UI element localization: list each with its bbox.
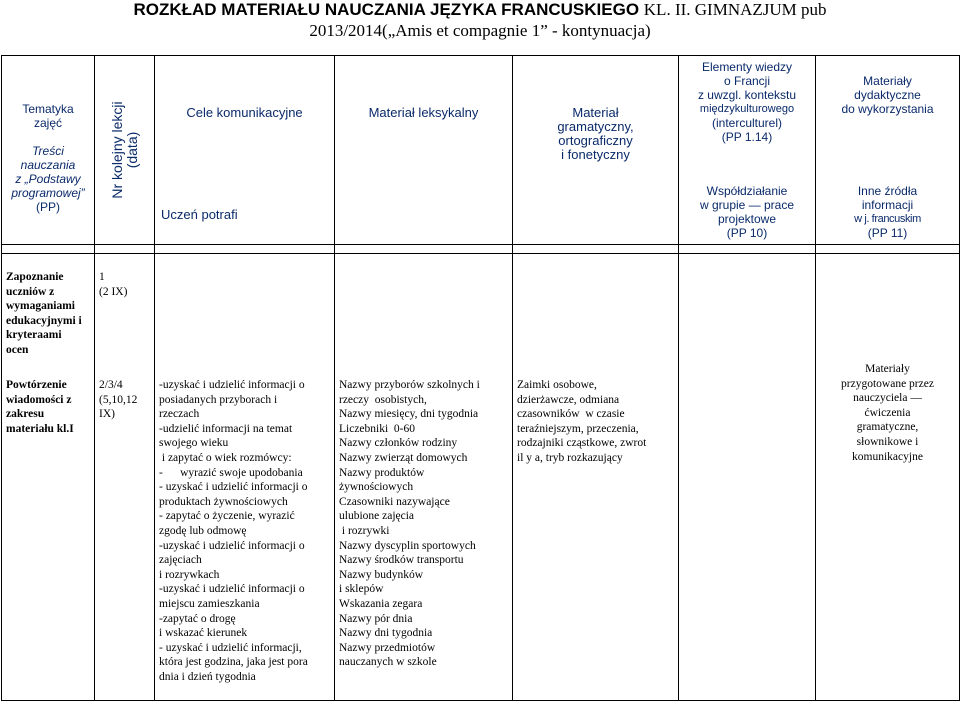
- header-teaching-materials: [816, 56, 960, 245]
- text-line: Zaimki osobowe,: [517, 379, 597, 391]
- header-lexical-material: [335, 56, 513, 245]
- text-line: edukacyjnymi i: [6, 314, 82, 327]
- text-line: Nazwy przedmiotów: [339, 641, 436, 654]
- text-line: ocen: [6, 343, 29, 356]
- materials-list: [816, 358, 959, 468]
- header-groupwork-line: projektowe: [717, 212, 777, 226]
- text-line: -uzyskać i udzielić informacji o: [159, 379, 305, 391]
- text-line: nauczanych w szkole: [339, 656, 437, 669]
- text-line: teraźniejszym, przeczenia,: [517, 422, 639, 435]
- text-line: dnia i dzień tygodnia: [159, 670, 256, 683]
- intro-topic: [2, 266, 86, 362]
- text-line: wymaganiami: [6, 300, 75, 313]
- text-line: wiadomości z: [6, 393, 72, 406]
- text-line: posiadanych przyborach i: [159, 393, 278, 406]
- document-title: [0, 0, 960, 42]
- header-grammar-line: gramatyczny,: [557, 119, 634, 134]
- text-line: Zapoznanie: [6, 271, 64, 283]
- text-line: Nazwy zwierząt domowych: [339, 451, 468, 464]
- header-culture-line: Elementy wiedzy: [701, 60, 793, 74]
- header-grammar-line: Materiał: [572, 105, 619, 120]
- text-line: materiału kl.I: [6, 422, 74, 435]
- text-line: i rozrywki: [339, 524, 390, 537]
- header-grammar-line: i fonetyczny: [561, 147, 630, 162]
- text-line: Nazwy środków transportu: [339, 554, 464, 567]
- text-line: Nazwy dyscyplin sportowych: [339, 539, 476, 552]
- title-class: KL. II. GIMNAZJUM pub: [643, 0, 827, 19]
- title-main: ROZKŁAD MATERIAŁU NAUCZANIA JĘZYKA FRANCUSKIEGO: [133, 0, 640, 19]
- text-line: Liczebniki 0-60: [339, 422, 416, 435]
- lexical-list: [335, 374, 484, 674]
- header-topics-line: Treści: [32, 144, 64, 158]
- text-line: czasowników w czasie: [517, 408, 625, 421]
- cell-grammar: [513, 254, 679, 701]
- header-topics-line: nauczania: [20, 158, 76, 172]
- text-line: i rozrywkach: [159, 568, 220, 581]
- header-culture-line: o Francji: [723, 74, 770, 88]
- text-line: (5,10,12: [99, 393, 138, 406]
- text-line: Nazwy członków rodziny: [339, 437, 458, 450]
- lesson-2-4: [95, 374, 141, 426]
- text-line: IX): [99, 408, 115, 421]
- header-materials-line: do wykorzystania: [841, 102, 934, 116]
- header-culture-line: międzykulturowego: [699, 103, 795, 115]
- syllabus-table: [1, 55, 960, 701]
- text-line: Nazwy dni tygodnia: [339, 627, 433, 640]
- text-line: dzierżawcze, odmiana: [517, 393, 620, 406]
- header-groupwork-line: Współdziałanie: [706, 184, 788, 198]
- header-topics-line: Tematyka: [22, 102, 74, 116]
- text-line: -udzielić informacji na temat: [159, 422, 293, 435]
- title-line-2: 2013/2014(„Amis et compagnie 1” - kontynuacja): [309, 21, 651, 40]
- text-line: i sklepów: [339, 583, 384, 596]
- header-topics-line: zajęć: [33, 116, 62, 130]
- header-groupwork-line: w grupie — prace: [699, 198, 795, 212]
- text-line: Materiały: [865, 363, 910, 375]
- text-line: 1: [99, 271, 105, 283]
- text-line: produktach żywnościowych: [159, 495, 288, 508]
- header-sources-line: Inne źródła: [857, 184, 918, 198]
- goals-list: [155, 374, 312, 688]
- header-goals-top: Cele komunikacyjne: [186, 105, 303, 120]
- header-topics: [2, 56, 95, 245]
- text-line: komunikacyjne: [852, 450, 923, 463]
- header-communicative-goals: [155, 56, 335, 245]
- text-line: - uzyskać i udzielić informacji,: [159, 641, 302, 654]
- text-line: gramatyczne,: [856, 421, 919, 434]
- header-culture-line: z uwzgl. kontekstu: [697, 88, 797, 102]
- text-line: Czasowniki nazywające: [339, 495, 450, 508]
- text-line: zakresu: [6, 408, 45, 421]
- text-line: kryteraami: [6, 329, 62, 342]
- title-line-1: [0, 0, 960, 20]
- header-lesson-number: [95, 56, 155, 245]
- header-grammar-material: [513, 56, 679, 245]
- text-line: ulubione zajęcia: [339, 510, 415, 523]
- lesson-1: [95, 266, 131, 303]
- text-line: -zapytać o drogę: [159, 612, 236, 625]
- header-sources-line: (PP 11): [867, 226, 908, 240]
- header-culture-line: (PP 1.14): [721, 130, 773, 144]
- header-groupwork-line: (PP 10): [726, 226, 768, 240]
- review-topic: [2, 374, 78, 440]
- cell-lexical: [335, 254, 513, 701]
- text-line: i zapytać o wiek rozmówcy:: [159, 451, 292, 464]
- text-line: Nazwy budynków: [339, 568, 423, 581]
- header-lexical-top: Materiał leksykalny: [368, 105, 479, 120]
- text-line: (2 IX): [99, 285, 128, 298]
- content-row: [2, 254, 960, 701]
- header-topics-line: programowej”: [11, 186, 85, 200]
- text-line: Nazwy miesięcy, dni tygodnia: [339, 408, 479, 421]
- cell-lesson-number: [95, 254, 155, 701]
- header-grammar-line: ortograficzny: [558, 133, 633, 148]
- text-line: - zapytać o życzenie, wyrazić: [159, 510, 295, 523]
- header-materials-line: Materiały: [863, 74, 912, 88]
- spacer-row: [2, 245, 960, 254]
- cell-topics: [2, 254, 95, 701]
- header-lesson-line: Nr kolejny lekcji: [108, 101, 125, 199]
- text-line: rzeczach: [159, 408, 200, 421]
- text-line: zajęciach: [159, 554, 202, 567]
- header-topics-line: (PP): [36, 200, 60, 214]
- text-line: Nazwy przyborów szkolnych i: [339, 379, 480, 391]
- text-line: żywnościowych: [339, 481, 414, 494]
- text-line: swojego wieku: [159, 437, 229, 450]
- header-goals-bottom: Uczeń potrafi: [161, 207, 238, 222]
- text-line: i wskazać kierunek: [159, 627, 248, 640]
- text-line: ćwiczenia: [864, 406, 911, 419]
- text-line: rodzajniki cząstkowe, zwrot: [517, 437, 647, 450]
- text-line: il y a, tryb rozkazujący: [517, 451, 623, 464]
- cell-goals: [155, 254, 335, 701]
- text-line: która jest godzina, jaka jest pora: [159, 656, 308, 669]
- header-culture-line: (interculturel): [711, 116, 783, 130]
- text-line: Wskazania zegara: [339, 597, 423, 610]
- text-line: -uzyskać i udzielić informacji o: [159, 583, 305, 596]
- cell-culture: [679, 254, 816, 701]
- culture-list: [679, 374, 687, 382]
- text-line: Nazwy produktów: [339, 466, 425, 479]
- header-lesson-line: (data): [123, 131, 140, 169]
- text-line: słownikowe i: [856, 435, 919, 448]
- header-culture-knowledge: [679, 56, 816, 245]
- text-line: rzeczy osobistych,: [339, 393, 427, 406]
- text-line: zgodę lub odmowę: [159, 524, 247, 537]
- text-line: Powtórzenie: [6, 379, 67, 391]
- header-sources-line: informacji: [861, 198, 914, 212]
- text-line: Nazwy pór dnia: [339, 612, 413, 625]
- text-line: miejscu zamieszkania: [159, 597, 260, 610]
- cell-materials: [816, 254, 960, 701]
- header-sources-line: w j. francuskim: [854, 213, 921, 225]
- text-line: - wyrazić swoje upodobania: [159, 466, 303, 479]
- grammar-list: [513, 374, 650, 470]
- text-line: 2/3/4: [99, 379, 123, 391]
- text-line: - uzyskać i udzielić informacji o: [159, 481, 308, 494]
- header-topics-line: z „Podstawy: [15, 172, 81, 186]
- header-row: [2, 56, 960, 245]
- text-line: nauczyciela —: [853, 392, 922, 405]
- header-materials-line: dydaktyczne: [854, 88, 921, 102]
- text-line: uczniów z: [6, 285, 55, 298]
- text-line: przygotowane przez: [841, 377, 934, 390]
- text-line: -uzyskać i udzielić informacji o: [159, 539, 305, 552]
